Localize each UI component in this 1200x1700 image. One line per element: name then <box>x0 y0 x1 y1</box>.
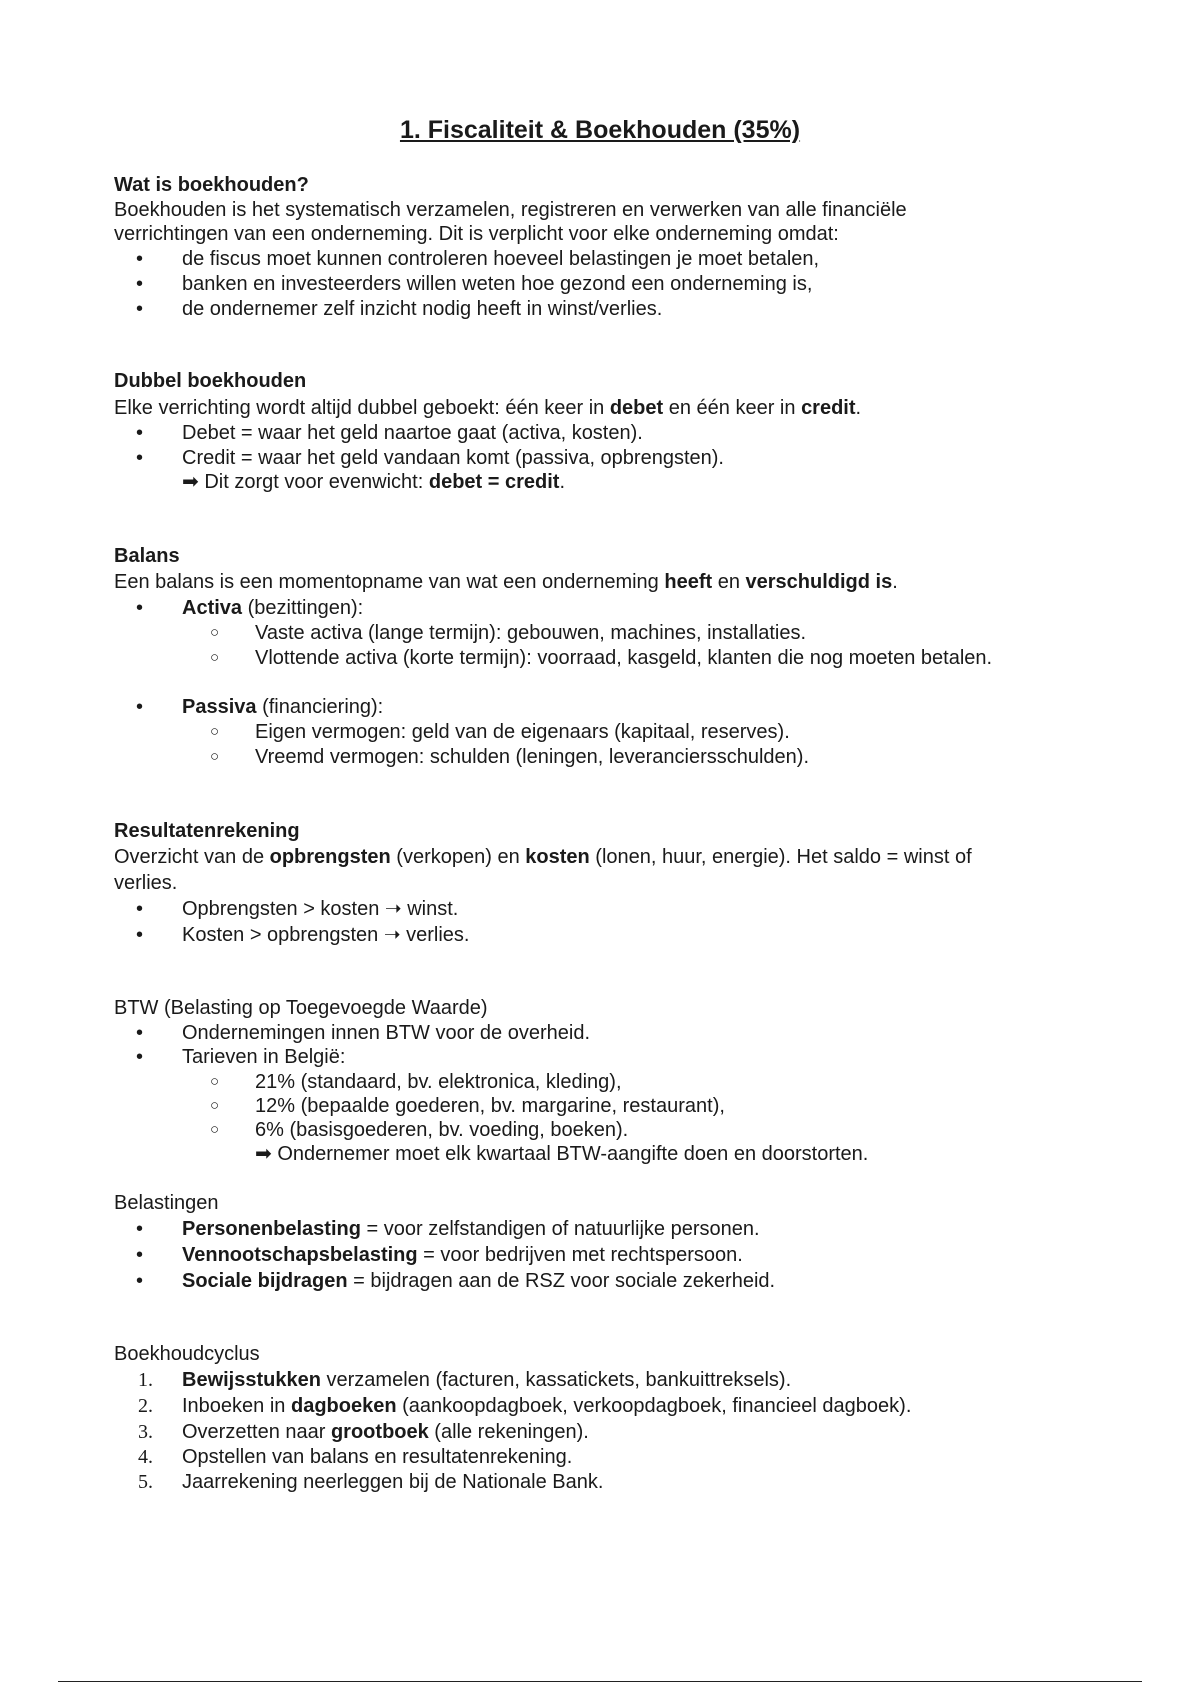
list-item: Vennootschapsbelasting = voor bedrijven met rechtspersoon. <box>182 1244 743 1266</box>
list-item: Debet = waar het geld naartoe gaat (activa, kosten). <box>182 422 643 444</box>
circle-bullet-icon: ○ <box>210 624 220 641</box>
list-item: Jaarrekening neerleggen bij de Nationale Bank. <box>182 1471 604 1493</box>
paragraph-line: verlies. <box>114 872 178 894</box>
list-item: Personenbelasting = voor zelfstandigen of natuurlijke personen. <box>182 1218 760 1240</box>
paragraph-line: Overzicht van de opbrengsten (verkopen) en kosten (lonen, huur, energie). Het saldo = winst of <box>114 846 972 868</box>
circle-bullet-icon: ○ <box>210 1073 220 1090</box>
bullet-icon: • <box>136 1022 144 1044</box>
list-item: banken en investeerders willen weten hoe gezond een onderneming is, <box>182 273 813 295</box>
circle-bullet-icon: ○ <box>210 1121 220 1138</box>
circle-bullet-icon: ○ <box>210 723 220 740</box>
section-heading-btw: BTW (Belasting op Toegevoegde Waarde) <box>114 997 488 1019</box>
list-item: Opstellen van balans en resultatenrekening. <box>182 1446 573 1468</box>
sub-list-item: 21% (standaard, bv. elektronica, kleding), <box>255 1071 622 1093</box>
bullet-icon: • <box>136 248 144 270</box>
bullet-icon: • <box>136 696 144 718</box>
list-item: Bewijsstukken verzamelen (facturen, kassatickets, bankuittreksels). <box>182 1369 792 1391</box>
sub-list-item: Vlottende activa (korte termijn): voorraad, kasgeld, klanten die nog moeten betalen. <box>255 647 993 669</box>
paragraph-line: Boekhouden is het systematisch verzamelen, registreren en verwerken van alle financiële <box>114 199 907 221</box>
bullet-icon: • <box>136 1218 144 1240</box>
list-item: Tarieven in België: <box>182 1046 346 1068</box>
list-item: de ondernemer zelf inzicht nodig heeft in winst/verlies. <box>182 298 663 320</box>
circle-bullet-icon: ○ <box>210 649 220 666</box>
section-heading-resultaten: Resultatenrekening <box>114 820 300 842</box>
list-number: 5. <box>138 1471 153 1493</box>
list-item: de fiscus moet kunnen controleren hoeveel belastingen je moet betalen, <box>182 248 820 270</box>
bullet-icon: • <box>136 447 144 469</box>
list-item: Ondernemingen innen BTW voor de overheid. <box>182 1022 591 1044</box>
section-heading-boekhouden: Wat is boekhouden? <box>114 174 309 196</box>
list-item: Sociale bijdragen = bijdragen aan de RSZ voor sociale zekerheid. <box>182 1270 776 1292</box>
sub-list-item: 6% (basisgoederen, bv. voeding, boeken). <box>255 1119 629 1141</box>
sub-list-item: Vaste activa (lange termijn): gebouwen, machines, installaties. <box>255 622 807 644</box>
list-item: Kosten > opbrengsten ➝ verlies. <box>182 924 470 946</box>
sub-list-item: Eigen vermogen: geld van de eigenaars (kapitaal, reserves). <box>255 721 790 743</box>
list-item-activa: Activa (bezittingen): <box>182 597 364 619</box>
bullet-icon: • <box>136 597 144 619</box>
list-item: Opbrengsten > kosten ➝ winst. <box>182 898 459 920</box>
list-item: Inboeken in dagboeken (aankoopdagboek, verkoopdagboek, financieel dagboek). <box>182 1395 912 1417</box>
paragraph-line: Een balans is een momentopname van wat een onderneming heeft en verschuldigd is. <box>114 571 898 593</box>
paragraph-line: verrichtingen van een onderneming. Dit is verplicht voor elke onderneming omdat: <box>114 223 839 245</box>
bullet-icon: • <box>136 422 144 444</box>
section-heading-belastingen: Belastingen <box>114 1192 219 1214</box>
bullet-icon: • <box>136 298 144 320</box>
page-title: 1. Fiscaliteit & Boekhouden (35%) <box>399 116 801 144</box>
section-heading-dubbel: Dubbel boekhouden <box>114 370 307 392</box>
note-line: ➡ Ondernemer moet elk kwartaal BTW-aangifte doen en doorstorten. <box>255 1143 869 1165</box>
paragraph-line: Elke verrichting wordt altijd dubbel geboekt: één keer in debet en één keer in credit. <box>114 397 862 419</box>
section-heading-balans: Balans <box>114 545 180 567</box>
list-number: 4. <box>138 1446 153 1468</box>
list-number: 1. <box>138 1369 153 1391</box>
bullet-icon: • <box>136 898 144 920</box>
section-heading-cyclus: Boekhoudcyclus <box>114 1343 260 1365</box>
bullet-icon: • <box>136 924 144 946</box>
circle-bullet-icon: ○ <box>210 1097 220 1114</box>
list-item-passiva: Passiva (financiering): <box>182 696 384 718</box>
list-number: 3. <box>138 1421 153 1443</box>
sub-list-item: 12% (bepaalde goederen, bv. margarine, restaurant), <box>255 1095 725 1117</box>
list-number: 2. <box>138 1395 153 1417</box>
list-item: Credit = waar het geld vandaan komt (passiva, opbrengsten). <box>182 447 724 469</box>
bullet-icon: • <box>136 1244 144 1266</box>
footer-divider <box>58 1681 1142 1682</box>
circle-bullet-icon: ○ <box>210 748 220 765</box>
bullet-icon: • <box>136 273 144 295</box>
list-item: Overzetten naar grootboek (alle rekeningen). <box>182 1421 589 1443</box>
note-line: ➡ Dit zorgt voor evenwicht: debet = credit. <box>182 471 566 493</box>
bullet-icon: • <box>136 1270 144 1292</box>
bullet-icon: • <box>136 1046 144 1068</box>
sub-list-item: Vreemd vermogen: schulden (leningen, leveranciersschulden). <box>255 746 810 768</box>
